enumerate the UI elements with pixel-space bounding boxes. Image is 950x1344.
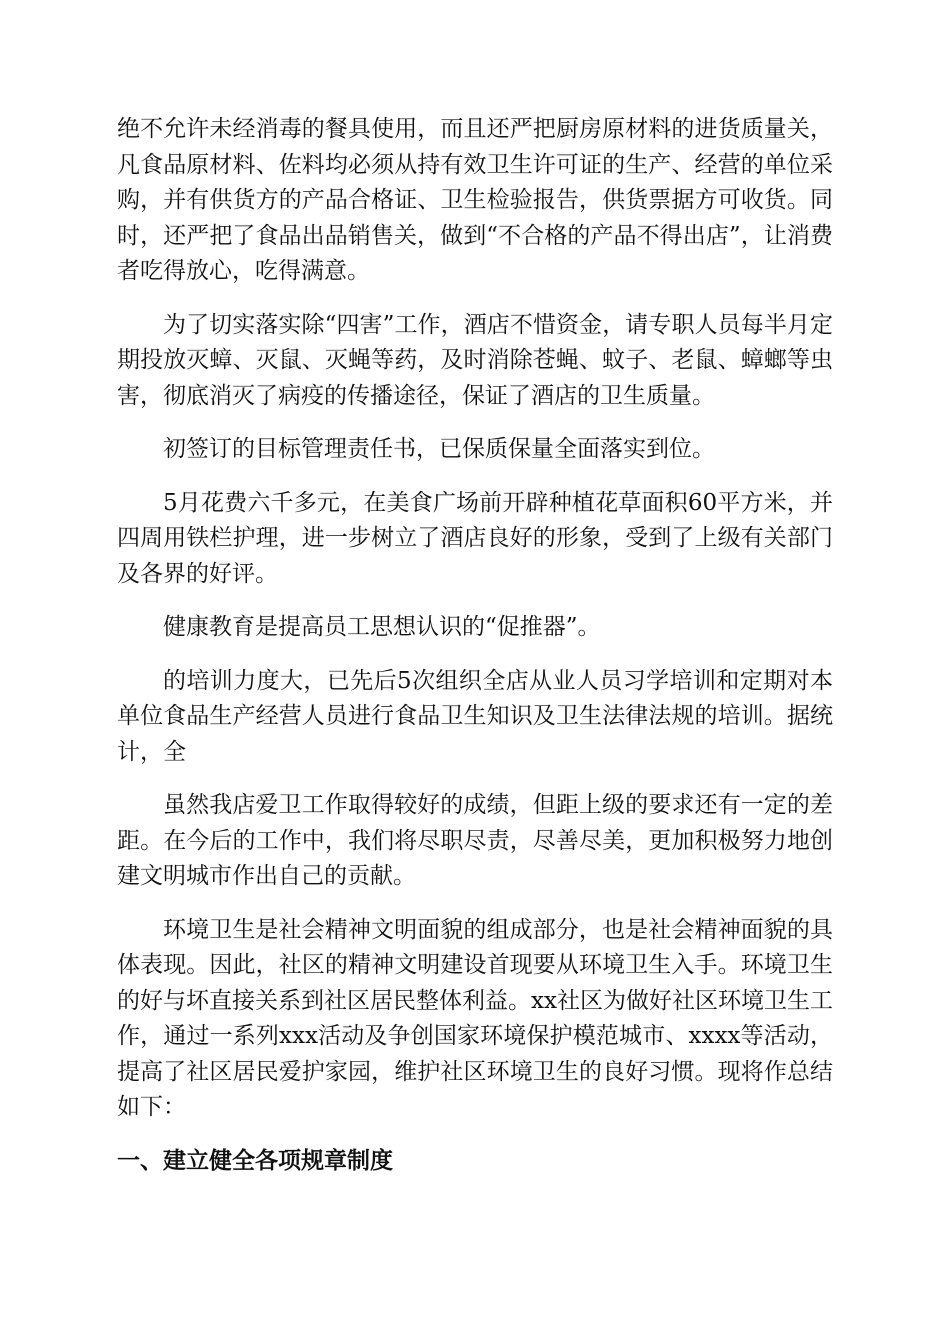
paragraph-responsibility-agreement: 初签订的目标管理责任书，已保质保量全面落实到位。 (163, 436, 715, 462)
paragraph-health-education: 健康教育是提高员工思想认识的“促推器”。 (163, 614, 601, 640)
paragraph-greening: 5月花费六千多元，在美食广场前开辟种植花草面积60平方米，并四周用铁栏护理，进一步树立了酒店良好的形象，受到了上级有关部门及各界的好评。 (117, 489, 833, 587)
paragraph-future-work: 虽然我店爱卫工作取得较好的成绩，但距上级的要求还有一定的差距。在今后的工作中，我们将尽职尽责，尽善尽美，更加积极努力地创建文明城市作出自己的贡献。 (117, 792, 833, 889)
paragraph-environment-intro: 环境卫生是社会精神文明面貌的组成部分，也是社会精神面貌的具体表现。因此，社区的精神文明建设首现要从环境卫生入手。环境卫生的好与坏直接关系到社区居民整体利益。xx社区为做好社区环境卫生工作，通过一系列xxx活动及争创国家环境保护模范城市、xxxx等活动，提高了社区居民爱护家园，维护社区环境卫生的良好习惯。现将作总结如下： (117, 916, 833, 1120)
paragraph-tableware-disinfection: 绝不允许未经消毒的餐具使用，而且还严把厨房原材料的进货质量关，凡食品原材料、佐料均必须从持有效卫生许可证的生产、经营的单位采购，并有供货方的产品合格证、卫生检验报告，供货票据方可收货。同时，还严把了食品出品销售关，做到“不合格的产品不得出店”，让消费者吃得放心，吃得满意。 (117, 116, 833, 284)
paragraph-four-pests: 为了切实落实除“四害”工作，酒店不惜资金，请专职人员每半月定期投放灭蟑、灭鼠、灭蝇等药，及时消除苍蝇、蚊子、老鼠、蟑螂等虫害，彻底消灭了病疫的传播途径，保证了酒店的卫生质量。 (117, 311, 833, 409)
section-heading: 一、建立健全各项规章制度 (117, 1147, 393, 1174)
paragraph-training: 的培训力度大，已先后5次组织全店从业人员习学培训和定期对本单位食品生产经营人员进行食品卫生知识及卫生法律法规的培训。据统计，全 (117, 667, 833, 765)
document-page (117, 112, 833, 1179)
